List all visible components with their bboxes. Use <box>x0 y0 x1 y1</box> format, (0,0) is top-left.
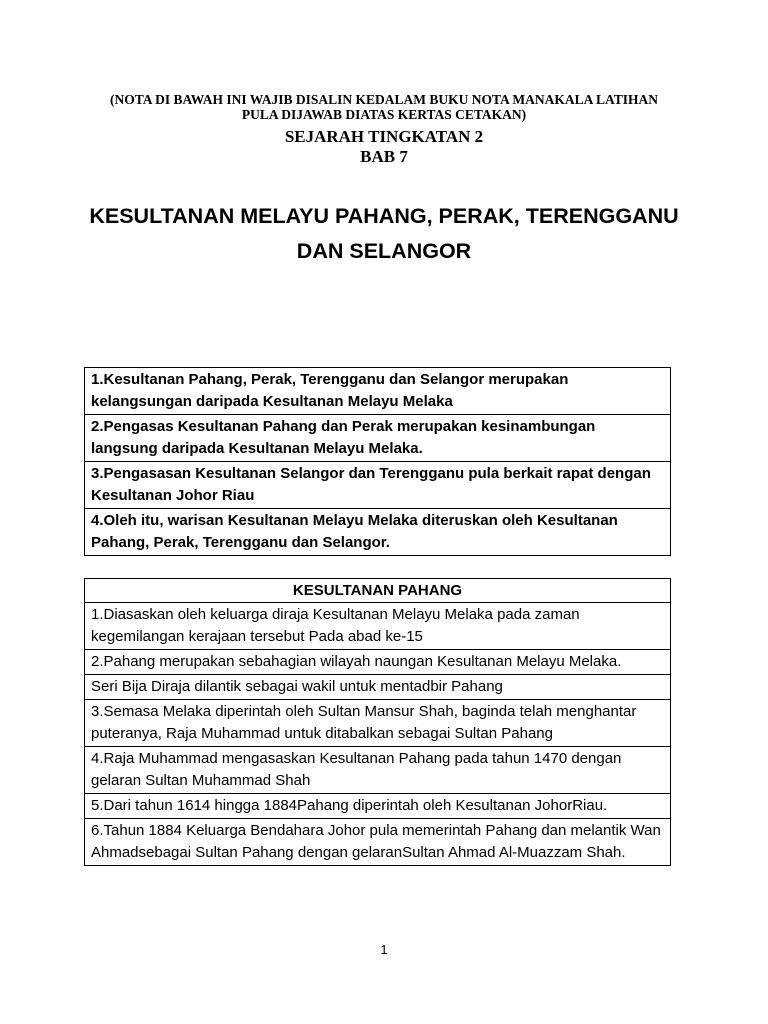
pahang-point-5: 5.Dari tahun 1614 hingga 1884Pahang diperintah oleh Kesultanan JohorRiau. <box>85 794 671 819</box>
table-header-row <box>85 579 671 603</box>
table-row <box>85 650 671 675</box>
pahang-point-2-continued: Seri Bija Diraja dilantik sebagai wakil untuk mentadbir Pahang <box>85 675 671 700</box>
table-row <box>85 509 671 556</box>
table-row <box>85 819 671 866</box>
note-line-2: PULA DIJAWAB DIATAS KERTAS CETAKAN) <box>241 107 527 122</box>
table-row <box>85 415 671 462</box>
table-row <box>85 368 671 415</box>
table-row <box>85 700 671 747</box>
pahang-sultanate-table <box>84 578 671 866</box>
subject-heading <box>60 127 708 167</box>
summary-point-4: 4.Oleh itu, warisan Kesultanan Melayu Melaka diteruskan oleh Kesultanan Pahang, Perak, Terengganu dan Selangor. <box>85 509 671 556</box>
table-row <box>85 794 671 819</box>
pahang-point-4: 4.Raja Muhammad mengasaskan Kesultanan Pahang pada tahun 1470 dengan gelaran Sultan Muhammad Shah <box>85 747 671 794</box>
summary-point-3: 3.Pengasasan Kesultanan Selangor dan Terengganu pula berkait rapat dengan Kesultanan Johor Riau <box>85 462 671 509</box>
table-row <box>85 675 671 700</box>
pahang-point-6: 6.Tahun 1884 Keluarga Bendahara Johor pula memerintah Pahang dan melantik Wan Ahmadsebagai Sultan Pahang dengan gelaranSultan Ahmad Al-Muazzam Shah. <box>85 819 671 866</box>
pahang-table-heading: KESULTANAN PAHANG <box>85 579 671 603</box>
chapter-label: BAB 7 <box>360 147 408 166</box>
pahang-point-2: 2.Pahang merupakan sebahagian wilayah naungan Kesultanan Melayu Melaka. <box>85 650 671 675</box>
page-number: 1 <box>380 942 388 957</box>
title-line-2: DAN SELANGOR <box>296 239 472 263</box>
summary-point-1: 1.Kesultanan Pahang, Perak, Terengganu dan Selangor merupakan kelangsungan daripada Kesultanan Melayu Melaka <box>85 368 671 415</box>
page-title <box>60 199 708 269</box>
table-row <box>85 603 671 650</box>
table-row <box>85 747 671 794</box>
table-row <box>85 462 671 509</box>
pahang-point-1: 1.Diasaskan oleh keluarga diraja Kesultanan Melayu Melaka pada zaman kegemilangan kerajaan tersebut Pada abad ke-15 <box>85 603 671 650</box>
pahang-point-3: 3.Semasa Melaka diperintah oleh Sultan Mansur Shah, baginda telah menghantar puteranya, Raja Muhammad untuk ditabalkan sebagai Sultan Pahang <box>85 700 671 747</box>
title-line-1: KESULTANAN MELAYU PAHANG, PERAK, TERENGGANU <box>89 204 679 228</box>
note-line-1: (NOTA DI BAWAH INI WAJIB DISALIN KEDALAM BUKU NOTA MANAKALA LATIHAN <box>109 92 659 107</box>
summary-point-2: 2.Pengasas Kesultanan Pahang dan Perak merupakan kesinambungan langsung daripada Kesultanan Melayu Melaka. <box>85 415 671 462</box>
summary-table <box>84 367 671 556</box>
copy-instruction-note <box>60 92 708 122</box>
subject-title: SEJARAH TINGKATAN 2 <box>284 127 484 146</box>
